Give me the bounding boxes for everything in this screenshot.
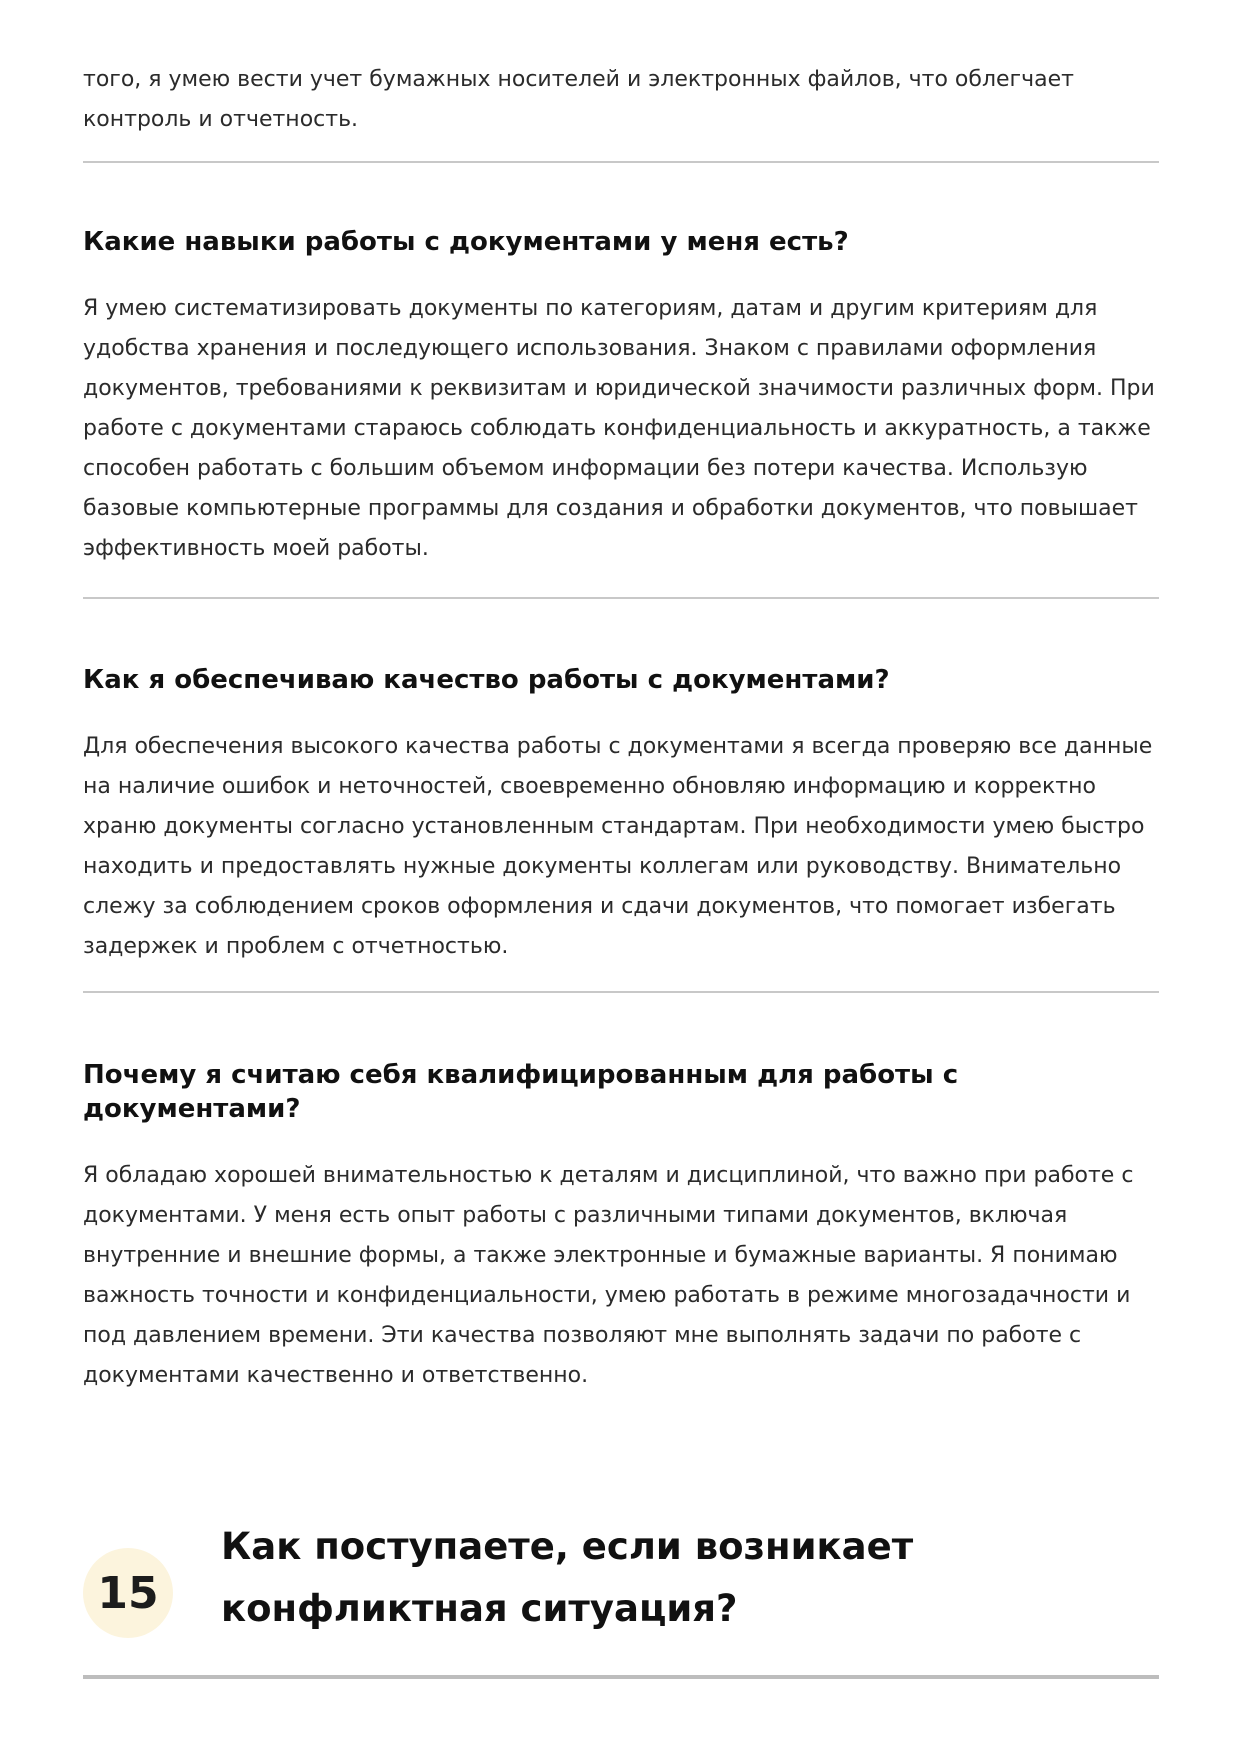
section-divider [83, 991, 1159, 993]
qa-answer: Я умею систематизировать документы по категориям, датам и другим критериям для удобства хранения и последующего использования. Знаком с правилами оформления документов, требованиями к реквизитам и юридической значимости различных форм. При работе с документами стараюсь соблюдать конфиденциальность и аккуратность, а также способен работать с большим объемом информации без потери качества. Использую базовые компьютерные программы для создания и обработки документов, что повышает эффективность моей работы. [83, 296, 1155, 561]
intro-paragraph: того, я умею вести учет бумажных носителей и электронных файлов, что облегчает контроль и отчетность. [83, 67, 1074, 132]
qa-answer: Для обеспечения высокого качества работы с документами я всегда проверяю все данные на наличие ошибок и неточностей, своевременно обновляю информацию и корректно храню документы согласно установленным стандартам. При необходимости умею быстро находить и предоставлять нужные документы коллегам или руководству. Внимательно слежу за соблюдением сроков оформления и сдачи документов, что помогает избегать задержек и проблем с отчетностью. [83, 734, 1153, 959]
section-divider [83, 597, 1159, 599]
header-divider [83, 1675, 1159, 1679]
qa-section-skills [83, 225, 1159, 569]
qa-question: Почему я считаю себя квалифицированным для работы с документами? [83, 1060, 959, 1124]
qa-question: Как я обеспечиваю качество работы с документами? [83, 665, 890, 695]
qa-answer: Я обладаю хорошей внимательностью к деталям и дисциплиной, что важно при работе с документами. У меня есть опыт работы с различными типами документов, включая внутренние и внешние формы, а также электронные и бумажные варианты. Я понимаю важность точности и конфиденциальности, умею работать в режиме многозадачности и под давлением времени. Эти качества позволяют мне выполнять задачи по работе с документами качественно и ответственно. [83, 1163, 1134, 1388]
qa-section-quality [83, 663, 1159, 967]
qa-question: Какие навыки работы с документами у меня есть? [83, 227, 849, 257]
qa-section-qualification [83, 1058, 1159, 1396]
next-question-header [83, 1525, 1159, 1678]
question-number-badge: 15 [83, 1548, 173, 1638]
section-divider [83, 161, 1159, 163]
next-question-title: Как поступаете, если возникает конфликтная ситуация? [221, 1525, 914, 1630]
